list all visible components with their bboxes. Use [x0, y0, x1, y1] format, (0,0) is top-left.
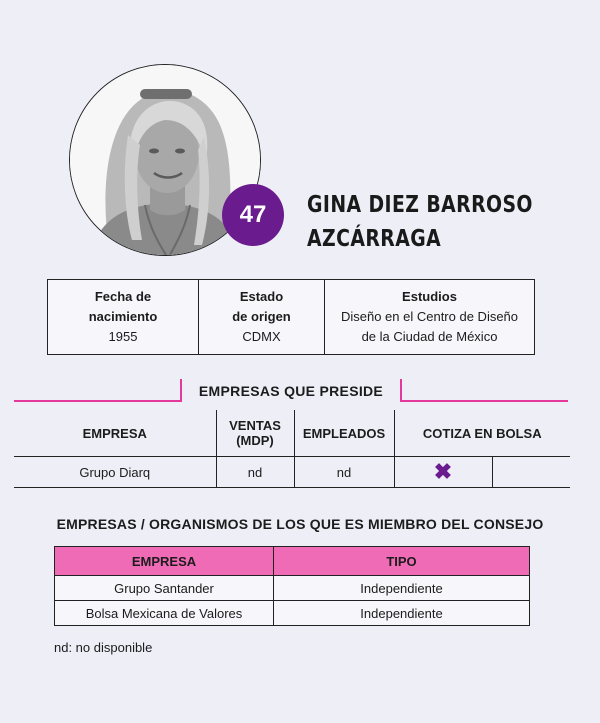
birth-cell — [48, 280, 199, 354]
origin-label-2: de origen — [232, 309, 291, 324]
section-divider-right — [400, 400, 568, 402]
row-listed-empty — [492, 457, 570, 488]
row-sales: nd — [216, 457, 294, 488]
origin-cell — [199, 280, 325, 354]
origin-label-1: Estado — [239, 289, 284, 304]
person-name-line-2: AZCÁRRAGA — [307, 226, 442, 252]
board-company: Bolsa Mexicana de Valores — [55, 601, 274, 626]
studies-cell — [325, 280, 534, 354]
presides-table — [14, 410, 570, 488]
header-sales-line-2: (MDP) — [236, 433, 274, 448]
header-employees: EMPLEADOS — [294, 410, 394, 457]
board-company: Grupo Santander — [55, 576, 274, 601]
table-row — [14, 457, 570, 488]
presides-header-row — [14, 410, 570, 457]
table-row — [55, 601, 530, 626]
studies-label: Estudios — [402, 289, 457, 304]
presides-section-title: EMPRESAS QUE PRESIDE — [198, 383, 384, 399]
birth-value: 1955 — [108, 329, 138, 344]
origin-value: CDMX — [242, 329, 281, 344]
rank-badge: 47 — [222, 184, 284, 246]
section-tick-right — [400, 379, 402, 401]
boards-section-title: EMPRESAS / ORGANISMOS DE LOS QUE ES MIEMBRO DEL CONSEJO — [56, 516, 544, 532]
cross-icon: ✖ — [433, 459, 453, 484]
boards-table — [54, 546, 530, 626]
table-row — [55, 576, 530, 601]
person-name — [307, 188, 533, 256]
info-table — [47, 279, 535, 355]
header-sales — [216, 410, 294, 457]
row-company: Grupo Diarq — [14, 457, 216, 488]
boards-header-type: TIPO — [274, 547, 530, 576]
board-type: Independiente — [274, 576, 530, 601]
board-type: Independiente — [274, 601, 530, 626]
section-divider-left — [14, 400, 182, 402]
footnote: nd: no disponible — [54, 640, 153, 655]
header-company: EMPRESA — [14, 410, 216, 457]
header-sales-line-1: VENTAS — [229, 418, 281, 433]
birth-label-1: Fecha de — [94, 289, 152, 304]
boards-header-row — [55, 547, 530, 576]
header-listed: COTIZA EN BOLSA — [394, 410, 570, 457]
birth-label-2: nacimiento — [88, 309, 158, 324]
studies-value-2: de la Ciudad de México — [361, 329, 498, 344]
studies-value-1: Diseño en el Centro de Diseño — [340, 309, 519, 324]
boards-header-company: EMPRESA — [55, 547, 274, 576]
person-name-line-1: GINA DIEZ BARROSO — [307, 192, 533, 218]
row-employees: nd — [294, 457, 394, 488]
row-listed — [394, 457, 492, 488]
